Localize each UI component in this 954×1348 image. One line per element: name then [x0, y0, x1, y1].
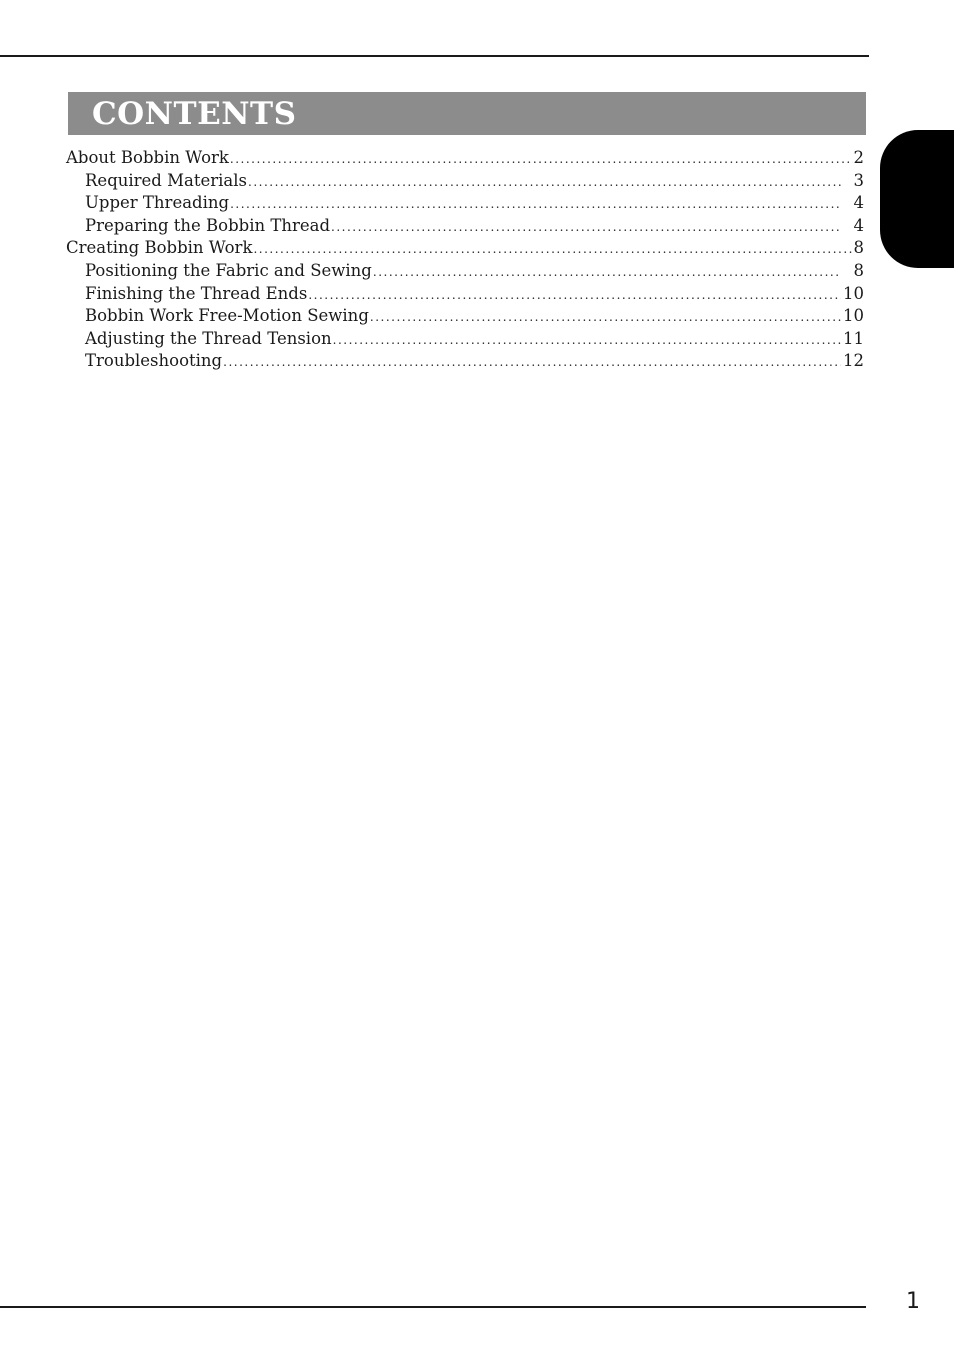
toc-leader-dots [373, 260, 841, 284]
toc-entry-title: Finishing the Thread Ends [85, 283, 308, 303]
toc-leader-dots [333, 328, 841, 352]
toc-entry-page: 8 [853, 238, 864, 258]
toc-entry-upper-threading[interactable] [66, 192, 864, 215]
toc-entry-title: Creating Bobbin Work [66, 238, 253, 258]
toc-entry-troubleshooting[interactable] [66, 350, 864, 373]
toc-leader-dots [230, 147, 853, 171]
toc-entry-preparing-bobbin-thread[interactable] [66, 215, 864, 238]
table-of-contents [66, 147, 864, 373]
toc-entry-required-materials[interactable] [66, 170, 864, 193]
toc-leader-dots [308, 283, 841, 307]
toc-entry-title: Positioning the Fabric and Sewing [85, 260, 372, 280]
toc-entry-page: 11 [843, 328, 864, 348]
chapter-side-tab [880, 130, 954, 268]
toc-entry-page: 10 [843, 283, 864, 303]
top-rule [0, 55, 869, 57]
toc-entry-about-bobbin-work[interactable] [66, 147, 864, 170]
toc-entry-positioning-fabric[interactable] [66, 260, 864, 283]
toc-entry-creating-bobbin-work[interactable] [66, 237, 864, 260]
toc-leader-dots [253, 237, 852, 261]
toc-entry-finishing-thread-ends[interactable] [66, 283, 864, 306]
bottom-rule [0, 1306, 866, 1308]
page-number: 1 [906, 1289, 920, 1314]
toc-entry-title: Bobbin Work Free-Motion Sewing [85, 306, 369, 326]
toc-entry-page: 8 [853, 260, 864, 280]
toc-entry-page: 4 [853, 215, 864, 235]
toc-entry-free-motion-sewing[interactable] [66, 305, 864, 328]
toc-entry-title: Troubleshooting [85, 351, 223, 371]
toc-leader-dots [331, 215, 841, 239]
toc-entry-title: Adjusting the Thread Tension [85, 328, 332, 348]
toc-entry-adjusting-thread-tension[interactable] [66, 328, 864, 351]
toc-entry-title: Required Materials [85, 170, 247, 190]
toc-entry-page: 10 [843, 306, 864, 326]
toc-entry-title: Upper Threading [85, 193, 230, 213]
toc-leader-dots [248, 170, 841, 194]
toc-leader-dots [370, 305, 841, 329]
toc-entry-page: 4 [853, 193, 864, 213]
toc-leader-dots [230, 192, 841, 216]
toc-entry-page: 12 [843, 351, 864, 371]
page-title: CONTENTS [92, 96, 297, 132]
toc-entry-page: 2 [853, 148, 864, 167]
toc-entry-title: Preparing the Bobbin Thread [85, 215, 331, 235]
toc-leader-dots [223, 350, 841, 374]
toc-entry-page: 3 [853, 170, 864, 190]
toc-entry-title: About Bobbin Work [66, 148, 229, 167]
contents-header-band [68, 92, 866, 135]
